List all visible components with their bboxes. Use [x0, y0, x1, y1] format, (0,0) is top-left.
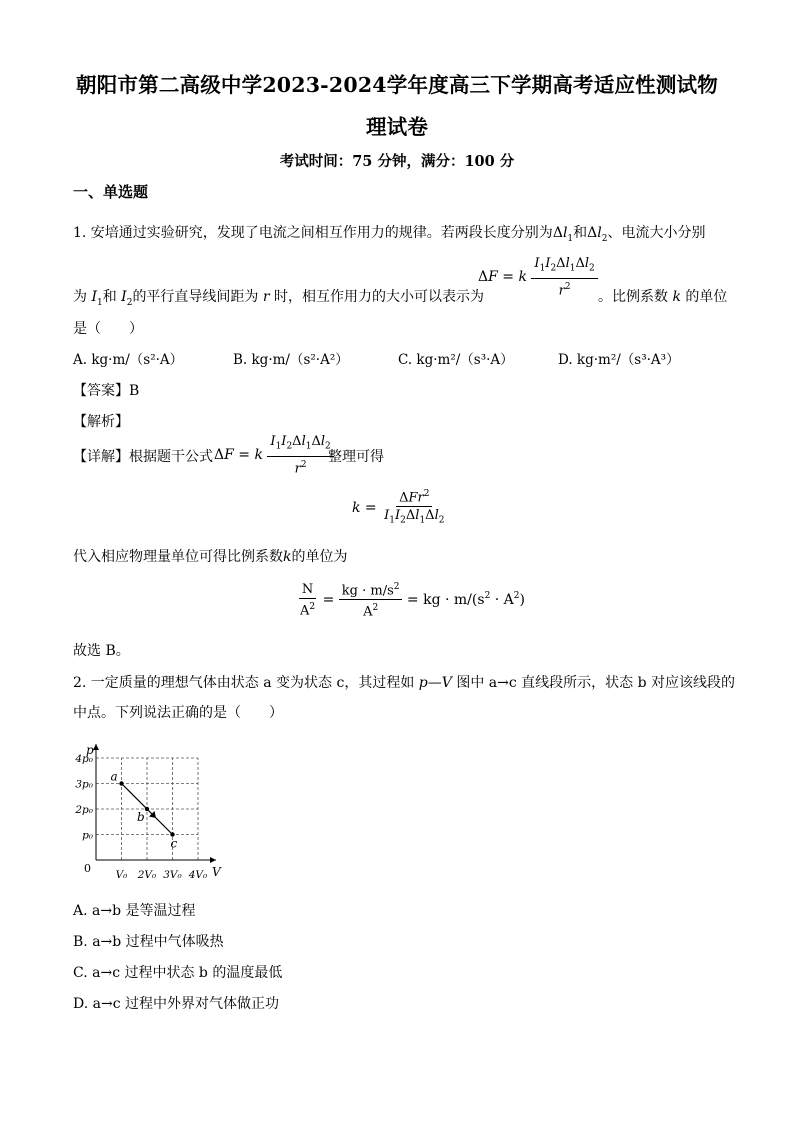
- pv-diagram: [72, 730, 242, 885]
- exam-subtitle: 考试时间：75 分钟，满分：100 分: [279, 153, 515, 170]
- y-tick-label: p₀: [82, 829, 93, 842]
- q1-unit-line: [73, 546, 347, 566]
- q1-text: 时，相互作用力的大小可以表示为: [274, 289, 485, 305]
- y-tick-label: 3p₀: [75, 778, 93, 791]
- q1-text: 。比例系数: [598, 289, 668, 305]
- q1-conclusion: 故选 B。: [73, 643, 130, 659]
- exam-title-line-1: 朝阳市第二高级中学2023-2024学年度高三下学期高考适应性测试物: [76, 73, 718, 97]
- chart-axes: [84, 743, 222, 879]
- q1-text: 和: [573, 225, 588, 241]
- force-formula: ΔF = k $\frac{I_1I_2\Delta l_1\Delta l_2}{r^2}$: [478, 256, 598, 298]
- x-tick-label: 3V₀: [163, 869, 182, 881]
- q2-choice-c[interactable]: C. a→c 过程中状态 b 的温度最低: [73, 965, 283, 981]
- k-symbol: k: [672, 289, 681, 305]
- q1-text: 的单位为: [291, 549, 348, 565]
- q2-line-2: 中点。下列说法正确的是（ ）: [73, 705, 283, 721]
- detail-tag: 【详解】: [73, 449, 129, 465]
- q2-line-1: [73, 672, 735, 692]
- q2-choice-d[interactable]: D. a→c 过程中外界对气体做正功: [73, 996, 279, 1012]
- q1-line-2: 为 $I_1$和 $I_2$的平行直导线间距为 r 时，相互作用力的大小可以表示为: [73, 289, 485, 308]
- y-axis-label: p: [86, 743, 94, 757]
- state-point-b: [145, 807, 149, 811]
- q1-text: 1. 安培通过实验研究，发现了电流之间相互作用力的规律。若两段长度分别为: [73, 225, 553, 241]
- x-tick-label: V₀: [115, 869, 128, 881]
- unit-formula: $\frac{N}{A^2}$ = $\frac{kg \cdot m/s^2}{A^2}$ = kg · $m/(s^2 \cdot A^2)$: [300, 581, 525, 620]
- q1-line-3: 是（ ）: [73, 321, 143, 337]
- y-tick-label: 4p₀: [75, 753, 93, 765]
- q1-line-2-tail: [598, 286, 727, 306]
- q1-detail-line: [73, 446, 213, 466]
- state-label-b: b: [137, 810, 145, 824]
- detail-tail: 整理可得: [328, 449, 384, 465]
- i1-symbol: I: [91, 289, 97, 305]
- r-symbol: r: [262, 289, 270, 305]
- q2-text: 图中 a→c 直线段所示，状态 b 对应该线段的: [456, 675, 736, 691]
- exam-title-line-2: 理试卷: [365, 115, 429, 139]
- q1-text: 的单位: [685, 289, 728, 305]
- q1-option-a[interactable]: A. kg·m/（s²·A）: [73, 352, 184, 368]
- i2-symbol: I: [121, 289, 127, 305]
- state-label-c: c: [170, 836, 178, 851]
- origin-label: 0: [84, 862, 91, 875]
- x-tick-label: 4V₀: [188, 869, 208, 881]
- q2-choice-a[interactable]: A. a→b 是等温过程: [73, 903, 196, 919]
- x-axis-label: V: [212, 865, 221, 879]
- q1-text: 代入相应物理量单位可得比例系数: [73, 549, 283, 565]
- q1-text: 的平行直导线间距为: [132, 289, 259, 305]
- answer-value: B: [129, 383, 140, 399]
- x-axis-arrow: [210, 857, 216, 863]
- q1-option-b[interactable]: B. kg·m/（s²·A²）: [233, 352, 349, 368]
- x-tick-label: 2V₀: [137, 869, 157, 881]
- q2-choice-b[interactable]: B. a→b 过程中气体吸热: [73, 934, 224, 950]
- q1-text: 、电流大小分别: [607, 225, 706, 241]
- state-point-a: [119, 781, 123, 785]
- delta-l1-symbol: $\Delta l_1$: [552, 225, 574, 244]
- q1-text: 和: [102, 289, 117, 305]
- k-symbol: k: [283, 549, 292, 565]
- q1-text: 根据题干公式: [129, 449, 213, 465]
- q1-option-d[interactable]: D. kg·m²/（s³·A³）: [558, 352, 680, 368]
- k-formula: k = $\frac{\Delta Fr^2}{I_1I_2\Delta l_1\Delta l_2}$: [352, 489, 445, 526]
- delta-l2-symbol: $\Delta l_2$: [587, 225, 608, 244]
- section-heading: 一、单选题: [73, 183, 149, 201]
- state-label-a: a: [110, 769, 118, 784]
- q2-text: 2. 一定质量的理想气体由状态 a 变为状态 c，其过程如: [73, 675, 415, 691]
- q1-text: 为: [73, 289, 87, 305]
- q1-answer: [73, 380, 139, 400]
- answer-tag: 【答案】: [73, 383, 129, 399]
- q1-analysis-tag: 【解析】: [73, 414, 129, 430]
- y-axis-arrow: [93, 744, 99, 750]
- y-tick-label: 2p₀: [75, 804, 93, 816]
- p-v-symbol: p—V: [414, 675, 457, 691]
- detail-formula: ΔF = k $\frac{I_1I_2\Delta l_1\Delta l_2}{r^2}$: [214, 434, 334, 476]
- q1-option-c[interactable]: C. kg·m²/（s³·A）: [398, 352, 514, 368]
- chart-series: [111, 770, 178, 851]
- q1-line-1: [73, 222, 706, 244]
